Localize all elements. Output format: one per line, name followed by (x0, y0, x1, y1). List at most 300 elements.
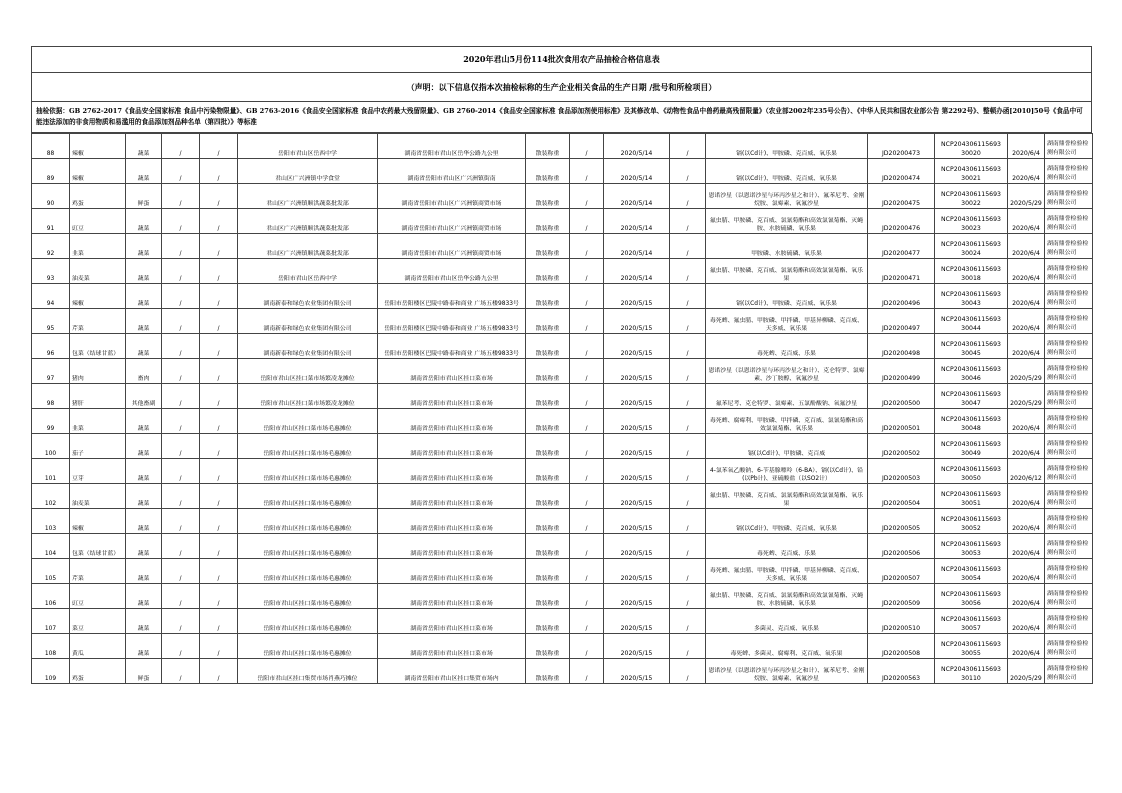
batch: / (670, 634, 706, 659)
report-date: 2020/5/29 (1008, 659, 1045, 684)
seller-name: 岳阳市君山区挂口菜市场毛惠摊位 (238, 459, 378, 484)
ncp-number: NCP204306115693 30020 (935, 134, 1008, 159)
sample-code: JD20200501 (868, 409, 935, 434)
sample-name: 油麦菜 (70, 259, 126, 284)
row-number: 97 (32, 359, 70, 384)
package: 散装称重 (526, 609, 570, 634)
report-date: 2020/6/4 (1008, 159, 1045, 184)
sample-code: JD20200502 (868, 434, 935, 459)
unit: / (570, 509, 604, 534)
row-number: 96 (32, 334, 70, 359)
sample-code: JD20200510 (868, 609, 935, 634)
package: 散装称重 (526, 534, 570, 559)
ncp-number: NCP204306115693 30024 (935, 234, 1008, 259)
spec: / (162, 459, 200, 484)
batch: / (670, 259, 706, 284)
seller-address: 湖南省岳阳市君山区挂口集贸市场内 (378, 659, 526, 684)
table-row (32, 609, 1093, 634)
seller-name: 君山区广兴洲镇中学食堂 (238, 159, 378, 184)
unit: / (570, 134, 604, 159)
sampling-date: 2020/5/15 (604, 484, 670, 509)
sample-name: 辣椒 (70, 159, 126, 184)
unit: / (570, 284, 604, 309)
table-row (32, 634, 1093, 659)
row-number: 90 (32, 184, 70, 209)
package: 散装称重 (526, 209, 570, 234)
sample-code: JD20200475 (868, 184, 935, 209)
package: 散装称重 (526, 284, 570, 309)
test-items: 恩诺沙星（以恩诺沙星与环丙沙星之和计）、氟苯尼考、金刚烷胺、氯霉素、氧氟沙星 (706, 184, 868, 209)
seller-name: 岳阳市君山区挂口菜市场毛惠摊位 (238, 434, 378, 459)
unit: / (570, 559, 604, 584)
brand: / (200, 184, 238, 209)
brand: / (200, 159, 238, 184)
sample-name: 豆芽 (70, 459, 126, 484)
sample-name: 猪肉 (70, 359, 126, 384)
testing-org: 湖南鼎誉检验检测有限公司 (1045, 259, 1093, 284)
sample-code: JD20200503 (868, 459, 935, 484)
brand: / (200, 459, 238, 484)
brand: / (200, 584, 238, 609)
sample-name: 菜豆 (70, 609, 126, 634)
row-number: 102 (32, 484, 70, 509)
row-number: 108 (32, 634, 70, 659)
sampling-date: 2020/5/14 (604, 134, 670, 159)
spec: / (162, 509, 200, 534)
package: 散装称重 (526, 634, 570, 659)
sample-name: 辣椒 (70, 284, 126, 309)
sample-name: 芹菜 (70, 309, 126, 334)
row-number: 103 (32, 509, 70, 534)
test-items: 氟虫腈、甲胺磷、克百威、氯氰菊酯和高效氯氰菊酯、灭蝇胺、水胺硫磷、氧乐果 (706, 584, 868, 609)
package: 散装称重 (526, 359, 570, 384)
seller-address: 湖南省岳阳市君山区挂口菜市场 (378, 484, 526, 509)
ncp-number: NCP204306115693 30044 (935, 309, 1008, 334)
report-date: 2020/5/29 (1008, 384, 1045, 409)
batch: / (670, 384, 706, 409)
seller-name: 岳阳市君山区挂口菜市场毛惠摊位 (238, 634, 378, 659)
ncp-number: NCP204306115693 30054 (935, 559, 1008, 584)
testing-org: 湖南鼎誉检验检测有限公司 (1045, 434, 1093, 459)
table-row (32, 159, 1093, 184)
report-date: 2020/6/4 (1008, 609, 1045, 634)
report-date: 2020/6/4 (1008, 284, 1045, 309)
package: 散装称重 (526, 384, 570, 409)
package: 散装称重 (526, 509, 570, 534)
ncp-number: NCP204306115693 30022 (935, 184, 1008, 209)
sampling-date: 2020/5/14 (604, 184, 670, 209)
brand: / (200, 234, 238, 259)
package: 散装称重 (526, 559, 570, 584)
sample-code: JD20200476 (868, 209, 935, 234)
table-row (32, 509, 1093, 534)
unit: / (570, 484, 604, 509)
ncp-number: NCP204306115693 30110 (935, 659, 1008, 684)
category: 蔬菜 (126, 559, 162, 584)
category: 鲜蛋 (126, 659, 162, 684)
brand: / (200, 484, 238, 509)
seller-address: 岳阳市岳阳楼区巴陵中路泰和商业 广场五楼9833号 (378, 309, 526, 334)
brand: / (200, 209, 238, 234)
batch: / (670, 434, 706, 459)
unit: / (570, 609, 604, 634)
batch: / (670, 134, 706, 159)
row-number: 107 (32, 609, 70, 634)
sample-code: JD20200496 (868, 284, 935, 309)
ncp-number: NCP204306115693 30018 (935, 259, 1008, 284)
seller-address: 湖南省岳阳市君山区挂口菜市场 (378, 359, 526, 384)
table-row (32, 334, 1093, 359)
seller-name: 岳阳市君山区挂口菜市场毛惠摊位 (238, 509, 378, 534)
package: 散装称重 (526, 134, 570, 159)
table-row (32, 209, 1093, 234)
testing-org: 湖南鼎誉检验检测有限公司 (1045, 634, 1093, 659)
row-number: 95 (32, 309, 70, 334)
brand: / (200, 284, 238, 309)
sampling-date: 2020/5/14 (604, 234, 670, 259)
test-items: 镉(以Cd计)、甲胺磷、克百威、氧乐果 (706, 159, 868, 184)
report-date: 2020/6/4 (1008, 434, 1045, 459)
spec: / (162, 334, 200, 359)
category: 蔬菜 (126, 484, 162, 509)
row-number: 101 (32, 459, 70, 484)
category: 其他畜副 (126, 384, 162, 409)
test-items: 4-氯苯氧乙酸钠、6-苄基腺嘌呤（6-BA）、镉(以Cd计)、铅(以Pb计)、亚硫酸盐（以SO2计） (706, 459, 868, 484)
batch: / (670, 359, 706, 384)
seller-name: 君山区广兴洲镇顺洪蔬菜批发部 (238, 184, 378, 209)
sampling-date: 2020/5/15 (604, 584, 670, 609)
report-date: 2020/6/12 (1008, 459, 1045, 484)
brand: / (200, 534, 238, 559)
ncp-number: NCP204306115693 30052 (935, 509, 1008, 534)
testing-org: 湖南鼎誉检验检测有限公司 (1045, 484, 1093, 509)
sampling-date: 2020/5/15 (604, 559, 670, 584)
row-number: 92 (32, 234, 70, 259)
brand: / (200, 659, 238, 684)
seller-name: 岳阳市君山区挂口菜市场繁凌龙摊位 (238, 384, 378, 409)
ncp-number: NCP204306115693 30046 (935, 359, 1008, 384)
category: 蔬菜 (126, 309, 162, 334)
testing-org: 湖南鼎誉检验检测有限公司 (1045, 584, 1093, 609)
spec: / (162, 609, 200, 634)
unit: / (570, 534, 604, 559)
row-number: 91 (32, 209, 70, 234)
seller-name: 岳阳市君山区挂口菜市场繁凌龙摊位 (238, 359, 378, 384)
declaration: （声明：以下信息仅指本次抽检标称的生产企业相关食品的生产日期 /批号和所检项目） (32, 73, 1092, 102)
batch: / (670, 459, 706, 484)
spec: / (162, 409, 200, 434)
package: 散装称重 (526, 459, 570, 484)
spec: / (162, 159, 200, 184)
seller-address: 湖南省岳阳市君山区挂口菜市场 (378, 559, 526, 584)
testing-org: 湖南鼎誉检验检测有限公司 (1045, 384, 1093, 409)
seller-address: 岳阳市岳阳楼区巴陵中路泰和商业 广场五楼9833号 (378, 334, 526, 359)
table-row (32, 434, 1093, 459)
test-items: 恩诺沙星（以恩诺沙星与环丙沙星之和计）、克仑特罗、氯霉素、沙丁胺醇、氧氟沙星 (706, 359, 868, 384)
report-date: 2020/6/4 (1008, 484, 1045, 509)
table-row (32, 384, 1093, 409)
spec: / (162, 484, 200, 509)
testing-org: 湖南鼎誉检验检测有限公司 (1045, 184, 1093, 209)
report-date: 2020/6/4 (1008, 509, 1045, 534)
batch: / (670, 559, 706, 584)
test-items: 氟苯尼考、克仑特罗、氯霉素、五氯酚酸钠、氧氟沙星 (706, 384, 868, 409)
test-items: 毒死蜱、多菌灵、腐霉利、克百威、氧乐果 (706, 634, 868, 659)
row-number: 105 (32, 559, 70, 584)
testing-org: 湖南鼎誉检验检测有限公司 (1045, 659, 1093, 684)
report-date: 2020/6/4 (1008, 409, 1045, 434)
ncp-number: NCP204306115693 30057 (935, 609, 1008, 634)
category: 蔬菜 (126, 159, 162, 184)
seller-address: 湖南省岳阳市君山区挂口菜市场 (378, 584, 526, 609)
package: 散装称重 (526, 334, 570, 359)
batch: / (670, 284, 706, 309)
sample-name: 黄瓜 (70, 634, 126, 659)
package: 散装称重 (526, 184, 570, 209)
sample-name: 猪肝 (70, 384, 126, 409)
row-number: 98 (32, 384, 70, 409)
batch: / (670, 309, 706, 334)
category: 蔬菜 (126, 209, 162, 234)
report-date: 2020/6/4 (1008, 309, 1045, 334)
unit: / (570, 584, 604, 609)
package: 散装称重 (526, 234, 570, 259)
sample-code: JD20200508 (868, 634, 935, 659)
category: 蔬菜 (126, 434, 162, 459)
test-items: 毒死蜱、克百威、乐果 (706, 534, 868, 559)
seller-address: 湖南省岳阳市君山区挂口菜市场 (378, 534, 526, 559)
test-items: 氟虫腈、甲胺磷、克百威、氯氰菊酯和高效氯氰菊酯、灭蝇胺、水胺硫磷、氧乐果 (706, 209, 868, 234)
table-row (32, 459, 1093, 484)
sample-code: JD20200500 (868, 384, 935, 409)
seller-name: 岳阳市君山区挂口菜市场毛惠摊位 (238, 484, 378, 509)
spec: / (162, 309, 200, 334)
category: 鲜蛋 (126, 184, 162, 209)
brand: / (200, 134, 238, 159)
row-number: 109 (32, 659, 70, 684)
batch: / (670, 159, 706, 184)
batch: / (670, 334, 706, 359)
category: 蔬菜 (126, 534, 162, 559)
inspection-basis: 抽检依据：GB 2762-2017《食品安全国家标准 食品中污染物限量》、GB 2763-2016《食品安全国家标准 食品中农药最大残留限量》、GB 2760-2014《食品安全国家标准 食品添加剂使用标准》及其修改单、《动物性食品中兽药最高残留限量》（农业部2002年235号公告）、《中华人民共和国农业部公告 第2292号》、整顿办函[2010]50号《食品中可能违法添加的非食用物质和易滥用的食品添加剂品种名单（第四批）》等标准 (32, 102, 1092, 133)
test-items: 镉(以Cd计)、甲胺磷、克百威、氧乐果 (706, 509, 868, 534)
sample-name: 鸡蛋 (70, 659, 126, 684)
inspection-sheet (31, 46, 1092, 684)
category: 蔬菜 (126, 459, 162, 484)
test-items: 毒死蜱、克百威、乐果 (706, 334, 868, 359)
row-number: 93 (32, 259, 70, 284)
testing-org: 湖南鼎誉检验检测有限公司 (1045, 309, 1093, 334)
seller-address: 湖南省岳阳市君山区广兴洲镇商贸市场 (378, 184, 526, 209)
seller-name: 岳阳市君山区挂口集贸市场肖燕巧摊位 (238, 659, 378, 684)
test-items: 氟虫腈、甲胺磷、克百威、氯氰菊酯和高效氯氰菊酯、氧乐果 (706, 259, 868, 284)
seller-address: 湖南省岳阳市君山区岳华公路九公里 (378, 259, 526, 284)
batch: / (670, 209, 706, 234)
batch: / (670, 609, 706, 634)
testing-org: 湖南鼎誉检验检测有限公司 (1045, 359, 1093, 384)
brand: / (200, 259, 238, 284)
report-date: 2020/6/4 (1008, 634, 1045, 659)
row-number: 106 (32, 584, 70, 609)
batch: / (670, 584, 706, 609)
seller-address: 湖南省岳阳市君山区挂口菜市场 (378, 409, 526, 434)
brand: / (200, 334, 238, 359)
table-row (32, 659, 1093, 684)
package: 散装称重 (526, 484, 570, 509)
sample-name: 辣椒 (70, 509, 126, 534)
seller-address: 湖南省岳阳市君山区挂口菜市场 (378, 634, 526, 659)
report-date: 2020/6/4 (1008, 234, 1045, 259)
row-number: 100 (32, 434, 70, 459)
seller-name: 岳阳市君山区挂口菜市场毛惠摊位 (238, 409, 378, 434)
batch: / (670, 234, 706, 259)
spec: / (162, 209, 200, 234)
seller-name: 岳阳市君山区岳西中学 (238, 134, 378, 159)
report-date: 2020/5/29 (1008, 184, 1045, 209)
sample-name: 辣椒 (70, 134, 126, 159)
unit: / (570, 184, 604, 209)
spec: / (162, 184, 200, 209)
ncp-number: NCP204306115693 30051 (935, 484, 1008, 509)
category: 蔬菜 (126, 584, 162, 609)
sample-name: 韭菜 (70, 409, 126, 434)
sampling-date: 2020/5/15 (604, 434, 670, 459)
report-date: 2020/6/4 (1008, 334, 1045, 359)
test-items: 毒死蜱、氟虫腈、甲胺磷、甲拌磷、甲基异柳磷、克百威、天多威、氧乐果 (706, 309, 868, 334)
test-items: 多菌灵、克百威、氧乐果 (706, 609, 868, 634)
spec: / (162, 559, 200, 584)
test-items: 镉(以Cd计)、甲胺磷、克百威、氧乐果 (706, 284, 868, 309)
sampling-date: 2020/5/14 (604, 159, 670, 184)
report-date: 2020/6/4 (1008, 584, 1045, 609)
sampling-date: 2020/5/15 (604, 334, 670, 359)
sample-code: JD20200504 (868, 484, 935, 509)
spec: / (162, 534, 200, 559)
testing-org: 湖南鼎誉检验检测有限公司 (1045, 334, 1093, 359)
sheet-title: 2020年君山5月份114批次食用农产品抽检合格信息表 (32, 47, 1092, 73)
spec: / (162, 284, 200, 309)
sample-code: JD20200509 (868, 584, 935, 609)
package: 散装称重 (526, 409, 570, 434)
sample-name: 芹菜 (70, 559, 126, 584)
seller-name: 湖南新泰和绿色农业集团有限公司 (238, 334, 378, 359)
sample-code: JD20200471 (868, 259, 935, 284)
unit: / (570, 659, 604, 684)
sample-name: 鸡蛋 (70, 184, 126, 209)
sample-name: 茄子 (70, 434, 126, 459)
ncp-number: NCP204306115693 30055 (935, 634, 1008, 659)
unit: / (570, 359, 604, 384)
unit: / (570, 234, 604, 259)
spec: / (162, 434, 200, 459)
seller-name: 君山区广兴洲镇顺洪蔬菜批发部 (238, 234, 378, 259)
brand: / (200, 634, 238, 659)
table-row (32, 259, 1093, 284)
seller-name: 湖南新泰和绿色农业集团有限公司 (238, 284, 378, 309)
row-number: 89 (32, 159, 70, 184)
spec: / (162, 359, 200, 384)
row-number: 94 (32, 284, 70, 309)
test-items: 毒死蜱、氟虫腈、甲胺磷、甲拌磷、甲基异柳磷、克百威、天多威、氧乐果 (706, 559, 868, 584)
package: 散装称重 (526, 309, 570, 334)
seller-address: 岳阳市岳阳楼区巴陵中路泰和商业 广场五楼9833号 (378, 284, 526, 309)
report-date: 2020/6/4 (1008, 559, 1045, 584)
testing-org: 湖南鼎誉检验检测有限公司 (1045, 559, 1093, 584)
seller-address: 湖南省岳阳市君山区挂口菜市场 (378, 609, 526, 634)
sample-name: 包菜（结球甘蓝） (70, 534, 126, 559)
brand: / (200, 359, 238, 384)
brand: / (200, 434, 238, 459)
category: 蔬菜 (126, 134, 162, 159)
seller-address: 湖南省岳阳市君山区挂口菜市场 (378, 509, 526, 534)
report-date: 2020/5/29 (1008, 359, 1045, 384)
sampling-date: 2020/5/15 (604, 509, 670, 534)
ncp-number: NCP204306115693 30021 (935, 159, 1008, 184)
brand: / (200, 559, 238, 584)
ncp-number: NCP204306115693 30045 (935, 334, 1008, 359)
testing-org: 湖南鼎誉检验检测有限公司 (1045, 234, 1093, 259)
unit: / (570, 409, 604, 434)
brand: / (200, 409, 238, 434)
seller-name: 岳阳市君山区岳西中学 (238, 259, 378, 284)
seller-name: 岳阳市君山区挂口菜市场毛惠摊位 (238, 609, 378, 634)
unit: / (570, 459, 604, 484)
package: 散装称重 (526, 159, 570, 184)
ncp-number: NCP204306115693 30047 (935, 384, 1008, 409)
seller-address: 湖南省岳阳市君山区岳华公路九公里 (378, 134, 526, 159)
category: 蔬菜 (126, 334, 162, 359)
unit: / (570, 634, 604, 659)
category: 蔬菜 (126, 509, 162, 534)
sampling-date: 2020/5/14 (604, 259, 670, 284)
sampling-date: 2020/5/15 (604, 459, 670, 484)
sample-code: JD20200506 (868, 534, 935, 559)
table-row (32, 409, 1093, 434)
testing-org: 湖南鼎誉检验检测有限公司 (1045, 534, 1093, 559)
row-number: 88 (32, 134, 70, 159)
testing-org: 湖南鼎誉检验检测有限公司 (1045, 284, 1093, 309)
testing-org: 湖南鼎誉检验检测有限公司 (1045, 459, 1093, 484)
sampling-date: 2020/5/15 (604, 634, 670, 659)
seller-name: 岳阳市君山区挂口菜市场毛惠摊位 (238, 584, 378, 609)
report-date: 2020/6/4 (1008, 259, 1045, 284)
category: 蔬菜 (126, 234, 162, 259)
package: 散装称重 (526, 584, 570, 609)
spec: / (162, 584, 200, 609)
sample-code: JD20200563 (868, 659, 935, 684)
spec: / (162, 659, 200, 684)
table-row (32, 309, 1093, 334)
seller-name: 湖南新泰和绿色农业集团有限公司 (238, 309, 378, 334)
test-items: 镉(以Cd计)、甲胺磷、克百威 (706, 434, 868, 459)
batch: / (670, 509, 706, 534)
testing-org: 湖南鼎誉检验检测有限公司 (1045, 409, 1093, 434)
ncp-number: NCP204306115693 30043 (935, 284, 1008, 309)
category: 蔬菜 (126, 609, 162, 634)
sample-code: JD20200474 (868, 159, 935, 184)
sampling-date: 2020/5/15 (604, 359, 670, 384)
sample-name: 韭菜 (70, 234, 126, 259)
batch: / (670, 659, 706, 684)
ncp-number: NCP204306115693 30048 (935, 409, 1008, 434)
brand: / (200, 309, 238, 334)
ncp-number: NCP204306115693 30023 (935, 209, 1008, 234)
seller-address: 湖南省岳阳市君山区挂口菜市场 (378, 459, 526, 484)
report-date: 2020/6/4 (1008, 209, 1045, 234)
report-date: 2020/6/4 (1008, 134, 1045, 159)
testing-org: 湖南鼎誉检验检测有限公司 (1045, 609, 1093, 634)
unit: / (570, 159, 604, 184)
